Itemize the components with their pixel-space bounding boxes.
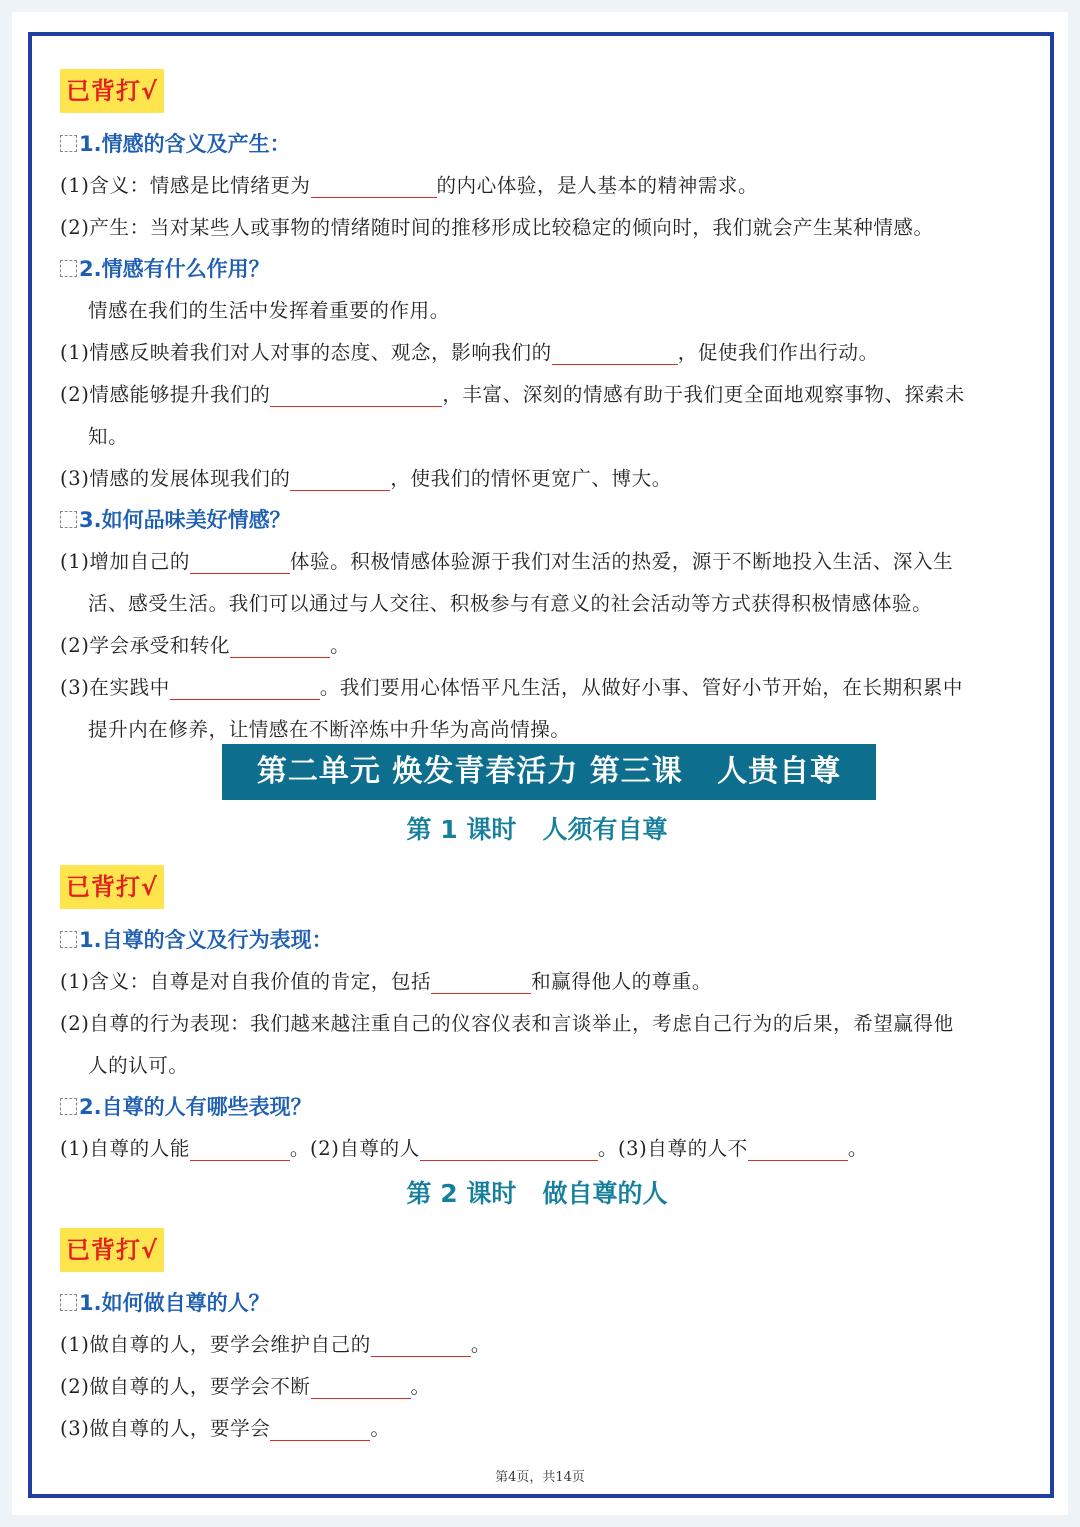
checkbox-icon[interactable] bbox=[60, 1098, 77, 1115]
question-heading: 1.自尊的含义及行为表现： bbox=[60, 925, 333, 955]
question-heading: 3.如何品味美好情感？ bbox=[60, 505, 291, 535]
fill-blank[interactable] bbox=[190, 549, 290, 574]
text-line: 人的认可。 bbox=[88, 1054, 189, 1077]
fill-blank[interactable] bbox=[230, 633, 330, 658]
memorized-check-badge: 已背打√ bbox=[60, 69, 164, 113]
fill-blank[interactable] bbox=[431, 969, 531, 994]
fill-blank[interactable] bbox=[270, 1416, 370, 1441]
text-line: 活、感受生活。我们可以通过与人交往、积极参与有意义的社会活动等方式获得积极情感体验。 bbox=[88, 592, 933, 615]
text-line: (2)学会承受和转化 。 bbox=[60, 634, 351, 657]
lesson-title: 第 2 课时 做自尊的人 bbox=[406, 1179, 668, 1208]
fill-blank[interactable] bbox=[190, 1136, 290, 1161]
memorized-check-badge: 已背打√ bbox=[60, 1228, 164, 1272]
text-line: 提升内在修养，让情感在不断淬炼中升华为高尚情操。 bbox=[88, 718, 571, 741]
text-line: (1)做自尊的人，要学会维护自己的 。 bbox=[60, 1333, 491, 1356]
question-heading: 1.如何做自尊的人？ bbox=[60, 1288, 270, 1318]
fill-blank[interactable] bbox=[748, 1136, 848, 1161]
fill-blank[interactable] bbox=[552, 340, 678, 365]
fill-blank[interactable] bbox=[311, 173, 437, 198]
page-number-footer: 第4页，共14页 bbox=[495, 1470, 585, 1485]
checkbox-icon[interactable] bbox=[60, 931, 77, 948]
fill-blank[interactable] bbox=[420, 1136, 598, 1161]
text-line: (1)情感反映着我们对人对事的态度、观念，影响我们的 ，促使我们作出行动。 bbox=[60, 341, 879, 364]
text-line: (1)含义：情感是比情绪更为 的内心体验，是人基本的精神需求。 bbox=[60, 174, 759, 197]
text-line: (2)自尊的行为表现：我们越来越注重自己的仪容仪表和言谈举止，考虑自己行为的后果，希望赢得他 bbox=[60, 1012, 954, 1035]
checkbox-icon[interactable] bbox=[60, 1294, 77, 1311]
question-heading: 2.自尊的人有哪些表现？ bbox=[60, 1092, 312, 1122]
checkbox-icon[interactable] bbox=[60, 511, 77, 528]
text-line: (1)自尊的人能 。(2)自尊的人 。(3)自尊的人不 。 bbox=[60, 1137, 868, 1160]
memorized-check-badge: 已背打√ bbox=[60, 865, 164, 909]
text-line: (2)情感能够提升我们的 ，丰富、深刻的情感有助于我们更全面地观察事物、探索未 bbox=[60, 383, 965, 406]
text-line: 情感在我们的生活中发挥着重要的作用。 bbox=[88, 299, 450, 322]
text-line: (3)情感的发展体现我们的 ，使我们的情怀更宽广、博大。 bbox=[60, 467, 672, 490]
text-line: (1)增加自己的 体验。积极情感体验源于我们对生活的热爱，源于不断地投入生活、深入生 bbox=[60, 550, 954, 573]
question-heading: 1.情感的含义及产生： bbox=[60, 129, 291, 159]
text-line: (2)做自尊的人，要学会不断 。 bbox=[60, 1375, 431, 1398]
worksheet-page bbox=[12, 12, 1068, 1515]
fill-blank[interactable] bbox=[270, 382, 442, 407]
fill-blank[interactable] bbox=[371, 1332, 471, 1357]
text-line: 知。 bbox=[88, 425, 129, 448]
fill-blank[interactable] bbox=[290, 466, 390, 491]
checkbox-icon[interactable] bbox=[60, 135, 77, 152]
text-line: (2)产生：当对某些人或事物的情绪随时间的推移形成比较稳定的倾向时，我们就会产生某种情感。 bbox=[60, 216, 934, 239]
unit-title-banner: 第二单元 焕发青春活力 第三课 人贵自尊 bbox=[222, 744, 876, 800]
fill-blank[interactable] bbox=[170, 675, 320, 700]
text-line: (1)含义：自尊是对自我价值的肯定，包括 和赢得他人的尊重。 bbox=[60, 970, 713, 993]
text-line: (3)做自尊的人，要学会 。 bbox=[60, 1417, 391, 1440]
lesson-title: 第 1 课时 人须有自尊 bbox=[406, 815, 668, 844]
fill-blank[interactable] bbox=[311, 1374, 411, 1399]
text-line: (3)在实践中 。我们要用心体悟平凡生活，从做好小事、管好小节开始，在长期积累中 bbox=[60, 676, 964, 699]
checkbox-icon[interactable] bbox=[60, 260, 77, 277]
question-heading: 2.情感有什么作用？ bbox=[60, 254, 270, 284]
